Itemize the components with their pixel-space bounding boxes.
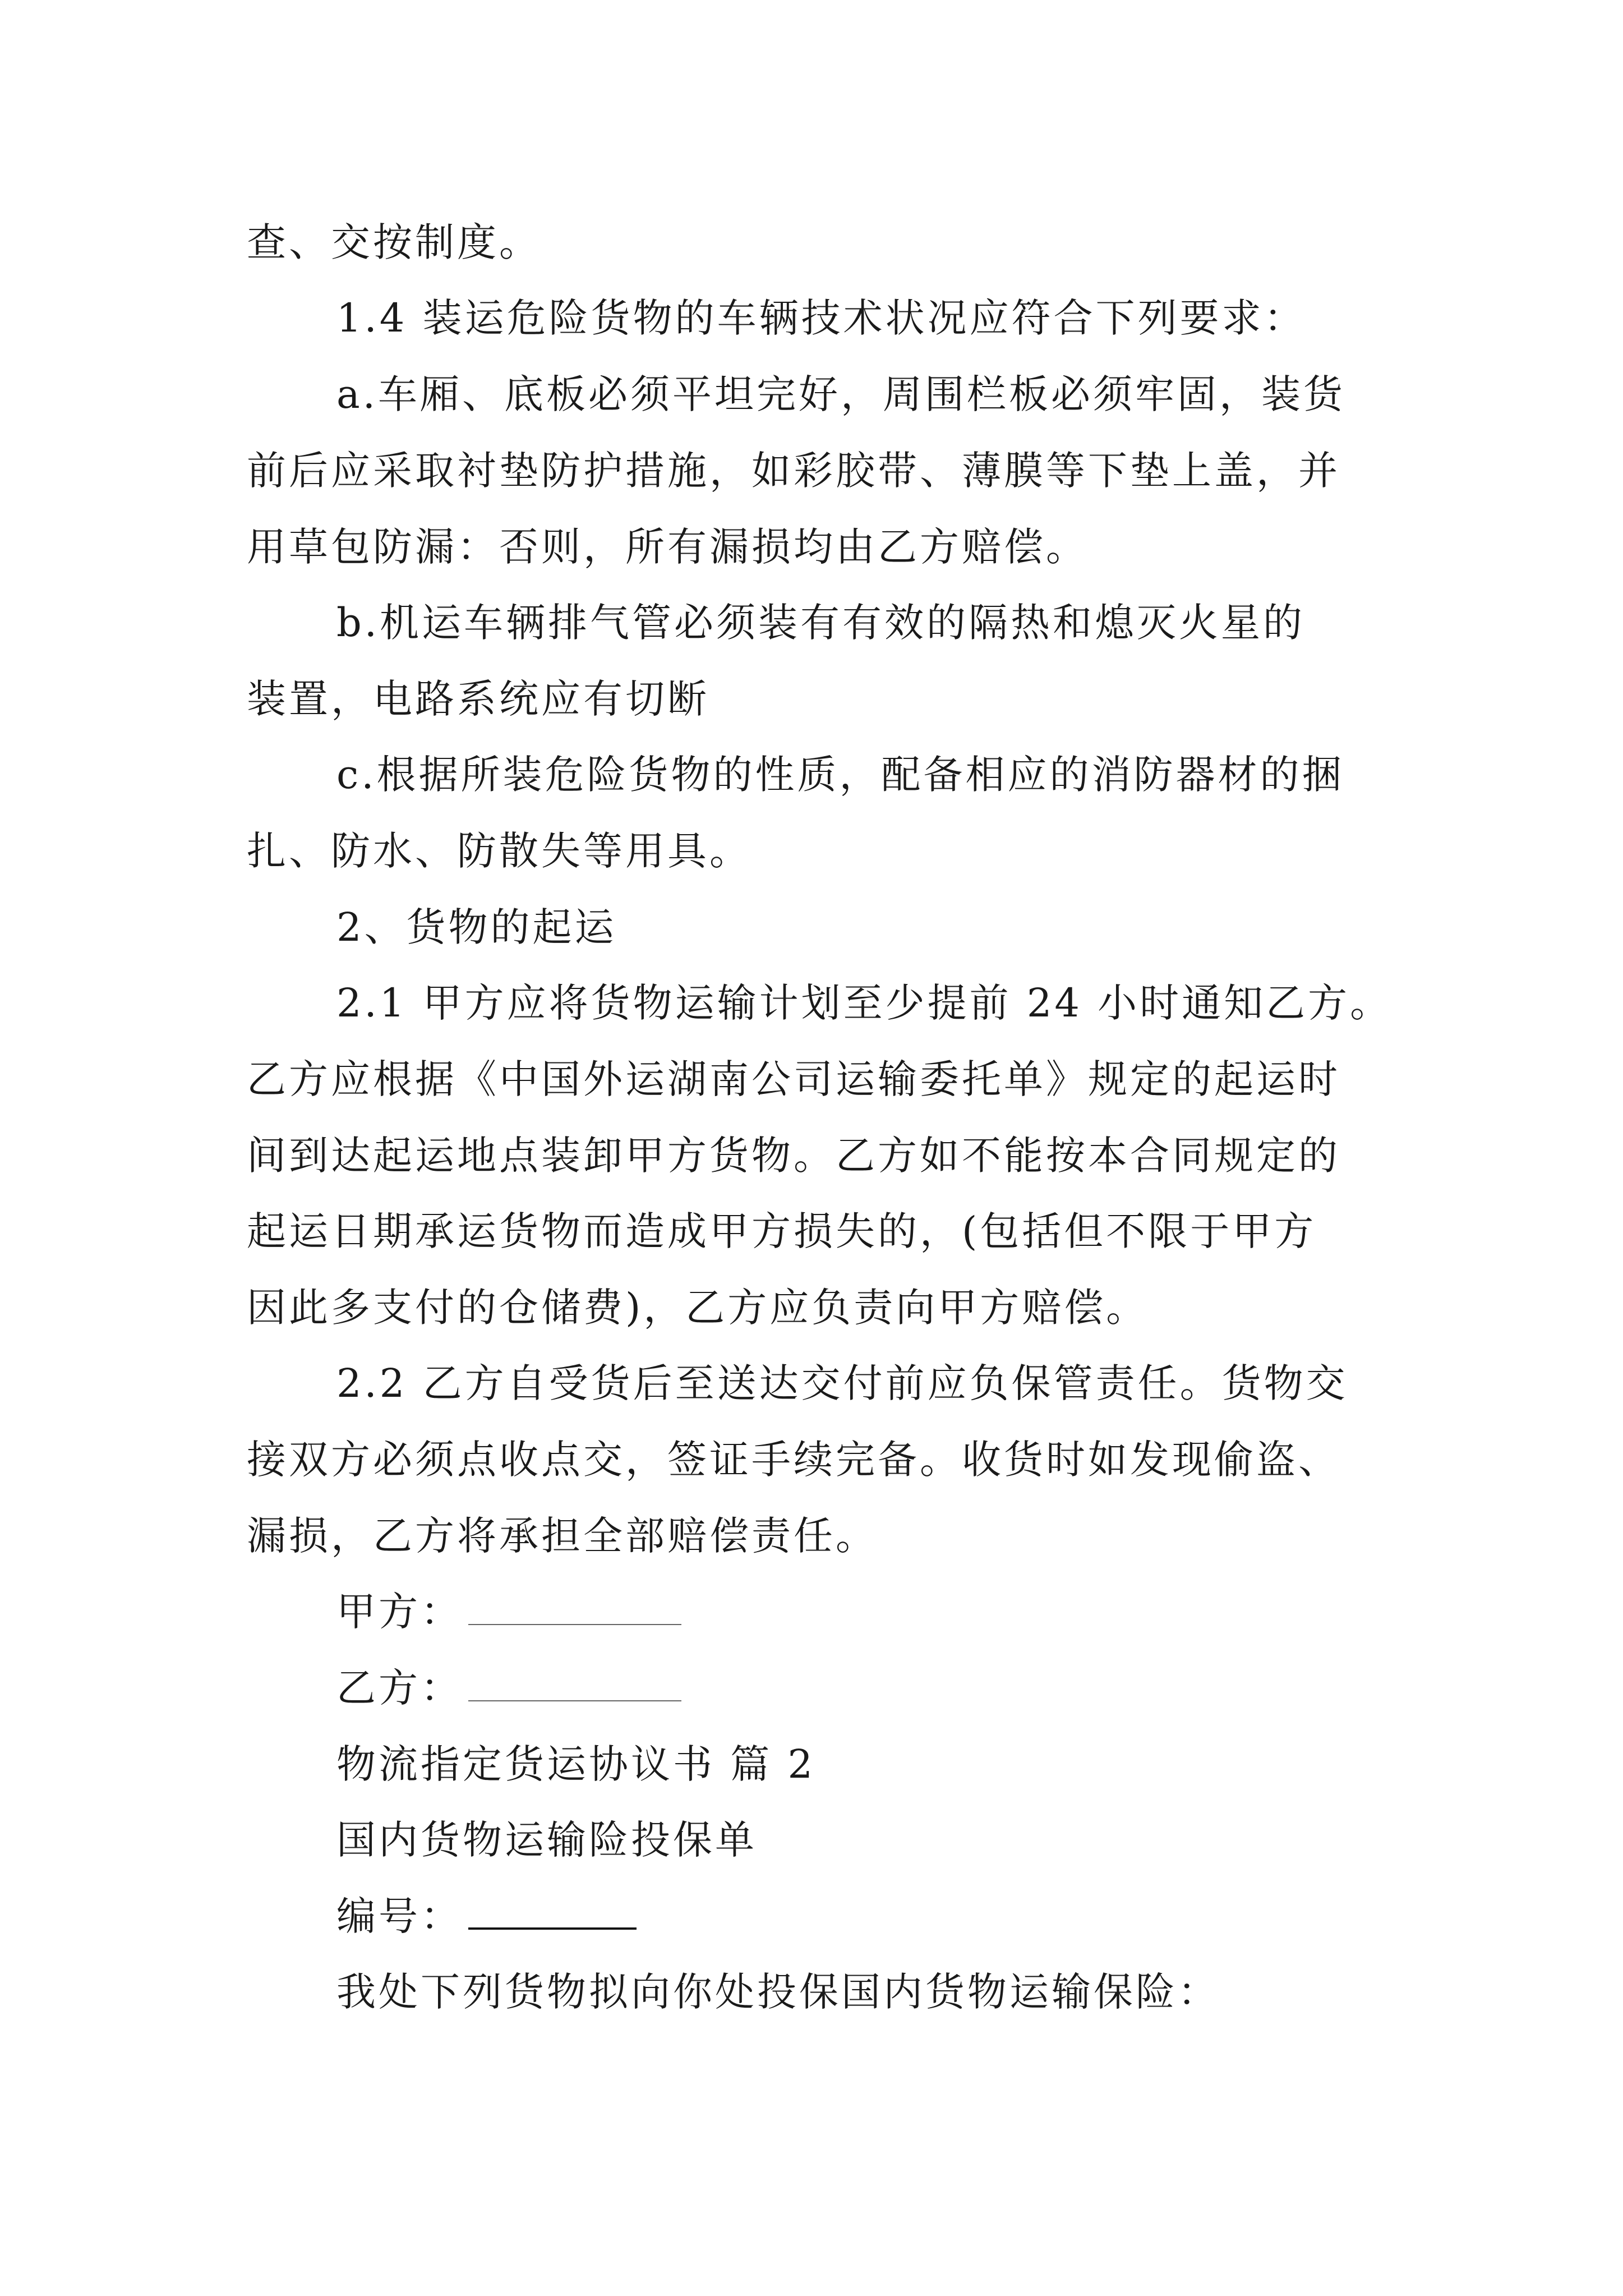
clause-2-1-line-5: 因此多支付的仓储费)，乙方应负责向甲方赔偿。 <box>247 1285 1149 1331</box>
section-title: 物流指定货运协议书 篇 2 <box>336 1741 816 1787</box>
party-a-signature-line <box>336 1584 681 1640</box>
clause-a-line-1: a.车厢、底板必须平坦完好，周围栏板必须牢固，装货 <box>336 371 1345 417</box>
serial-number-blank <box>468 1892 637 1930</box>
party-a-blank <box>468 1588 681 1625</box>
section-2-heading: 2、货物的起运 <box>336 904 617 950</box>
clause-a-line-2: 前后应采取衬垫防护措施，如彩胶带、薄膜等下垫上盖，并 <box>247 448 1340 494</box>
clause-2-1-line-3: 间到达起运地点装卸甲方货物。乙方如不能按本合同规定的 <box>247 1133 1340 1179</box>
clause-2-2-line-2: 接双方必须点收点交，签证手续完备。收货时如发现偷盗、 <box>247 1437 1340 1483</box>
clause-b-line-2: 装置，电路系统应有切断 <box>247 676 709 722</box>
clause-2-1-line-1: 2.1 甲方应将货物运输计划至少提前 24 小时通知乙方。 <box>336 980 1393 1026</box>
clause-b-line-1: b.机运车辆排气管必须装有有效的隔热和熄灭火星的 <box>336 600 1306 646</box>
party-a-label: 甲方： <box>336 1589 463 1635</box>
text-line: 查、交按制度。 <box>247 219 541 265</box>
serial-number-line <box>336 1888 637 1944</box>
clause-2-2-line-3: 漏损，乙方将承担全部赔偿责任。 <box>247 1513 878 1559</box>
form-title: 国内货物运输险投保单 <box>336 1817 757 1863</box>
clause-a-line-3: 用草包防漏：否则，所有漏损均由乙方赔偿。 <box>247 524 1088 570</box>
clause-1-4: 1.4 装运危险货物的车辆技术状况应符合下列要求： <box>336 295 1306 341</box>
party-b-label: 乙方： <box>336 1665 463 1711</box>
clause-2-1-line-2: 乙方应根据《中国外运湖南公司运输委托单》规定的起运时 <box>247 1056 1340 1102</box>
serial-number-label: 编号： <box>336 1893 463 1939</box>
party-b-signature-line <box>336 1660 681 1716</box>
insurance-intro-line: 我处下列货物拟向你处投保国内货物运输保险： <box>336 1969 1220 2015</box>
clause-2-1-line-4: 起运日期承运货物而造成甲方损失的，(包括但不限于甲方 <box>247 1208 1317 1254</box>
clause-c-line-1: c.根据所装危险货物的性质，配备相应的消防器材的捆 <box>336 752 1344 798</box>
clause-2-2-line-1: 2.2 乙方自受货后至送达交付前应负保管责任。货物交 <box>336 1360 1348 1406</box>
party-b-blank <box>468 1664 681 1701</box>
clause-c-line-2: 扎、防水、防散失等用具。 <box>247 828 751 874</box>
